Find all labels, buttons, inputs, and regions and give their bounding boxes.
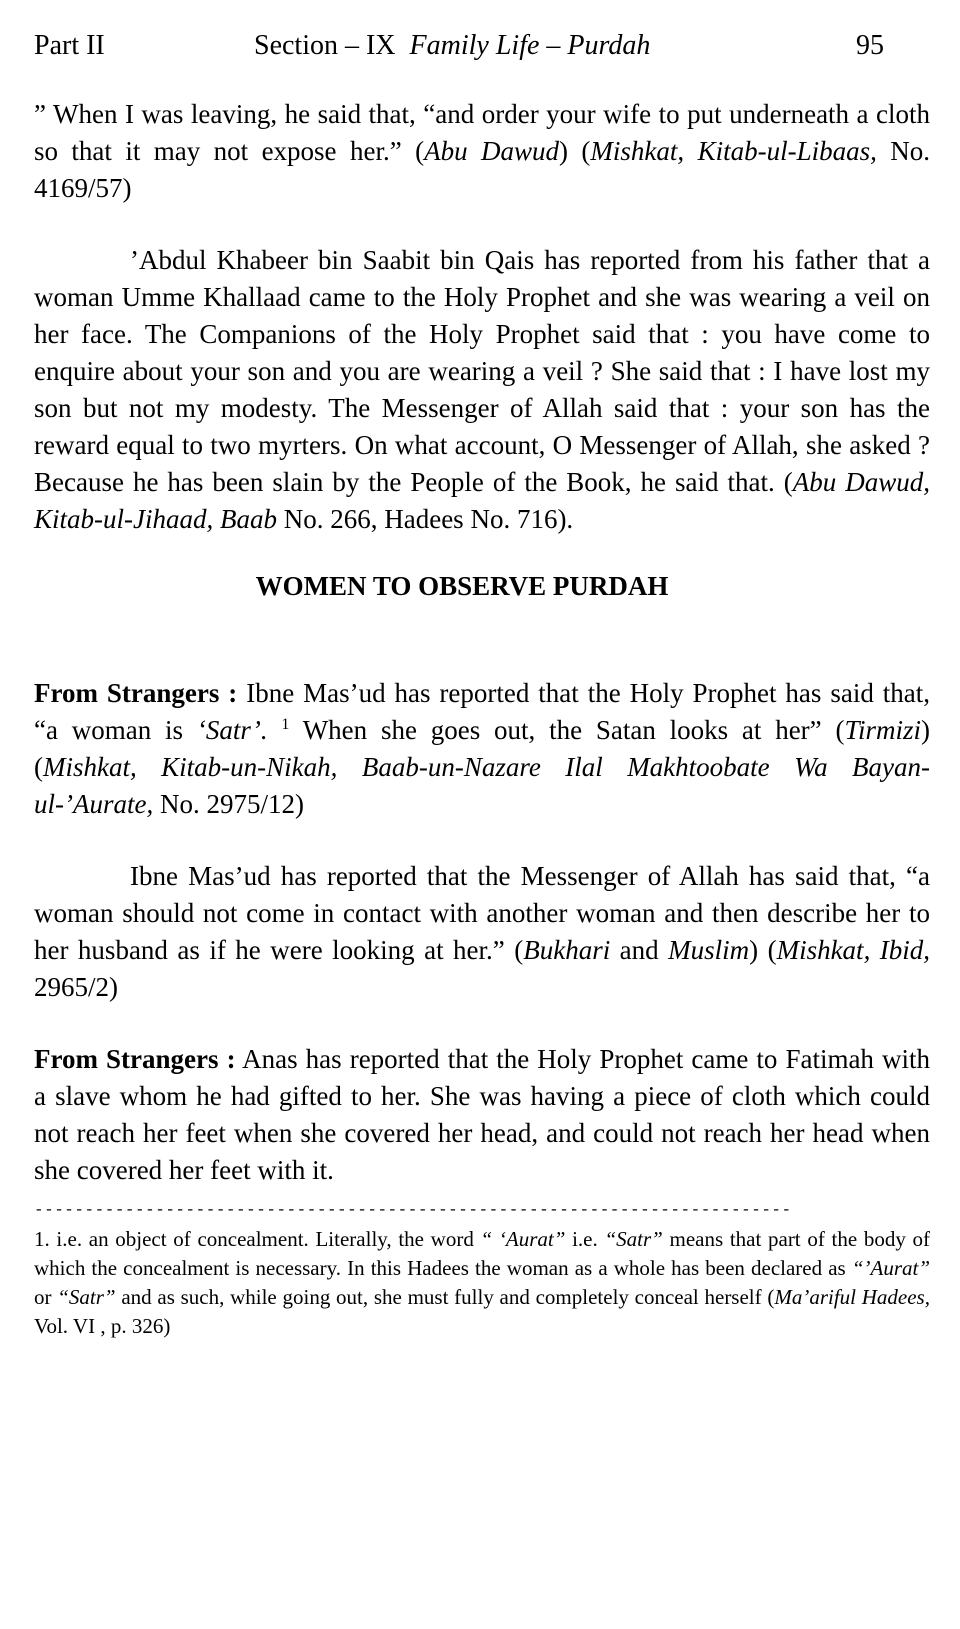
text: 1. i.e. an object of concealment. Literally, the word xyxy=(34,1227,481,1251)
text: No. 2975/12) xyxy=(153,789,304,819)
text: and xyxy=(610,935,669,965)
text: i.e. xyxy=(565,1227,605,1251)
page-body xyxy=(34,96,930,1341)
text: ) ( xyxy=(749,935,777,965)
page-header xyxy=(34,26,904,66)
text: Ibne Mas’ud has reported that the Messenger of Allah has said that, “a woman should not come in contact with another woman and then describe her to her husband as if he were looking at her.” ( xyxy=(34,861,930,965)
citation: Mishkat, Ibid, xyxy=(776,935,931,965)
header-section xyxy=(254,26,650,66)
term: ‘Satr’. xyxy=(196,715,268,745)
text: and as such, while going out, she must fully and completely conceal herself ( xyxy=(115,1285,775,1309)
term: “Satr” xyxy=(604,1227,663,1251)
paragraph-ibne-masud xyxy=(34,858,930,1006)
citation: Muslim xyxy=(668,935,750,965)
text: ) ( xyxy=(559,136,591,166)
footnote-divider: --------------------------------------------------------------------------- xyxy=(34,1201,792,1219)
text: 2965/2) xyxy=(34,972,118,1002)
text: or xyxy=(34,1285,58,1309)
citation: Bukhari xyxy=(523,935,611,965)
paragraph-from-strangers-1 xyxy=(34,675,930,823)
run-in-heading: From Strangers : xyxy=(34,678,238,708)
footnote xyxy=(34,1225,930,1341)
paragraph-continuation xyxy=(34,96,930,207)
page-number: 95 xyxy=(856,30,884,61)
text: ’Abdul Khabeer bin Saabit bin Qais has reported from his father that a woman Umme Khallaad came to the Holy Prophet and she was wearing a veil on her face. The Companions of the Holy Prophet said that : you have come to enquire about your son and you are wearing a veil ? She said that : I have lost my son but not my modesty. The Messenger of Allah said that : your son has the reward equal to two myrters. On what account, O Messenger of Allah, she asked ? Because he has been slain by the People of the Book, he said that. ( xyxy=(34,245,930,497)
text: No. 266, Hadees No. 716). xyxy=(276,504,574,534)
citation: Abu Dawud, Kitab-ul-Jihaad, Baab xyxy=(34,467,930,534)
header-section-prefix: Section – IX xyxy=(254,30,396,61)
paragraph-from-strangers-2 xyxy=(34,1041,930,1189)
header-section-title: Family Life – Purdah xyxy=(409,30,651,61)
citation: Mishkat, Kitab-ul-Libaas, xyxy=(590,136,877,166)
footnote-marker: 1 xyxy=(281,716,290,733)
term: “Satr” xyxy=(57,1285,116,1309)
term: “ ‘Aurat” xyxy=(480,1227,566,1251)
text: Anas has reported that the Holy Prophet came to Fatimah with a slave whom he had gifted to her. She was having a piece of cloth which could not reach her feet when she covered her head, and could not reach her head when she covered her feet with it. xyxy=(34,1044,930,1185)
text: ) ( xyxy=(34,715,930,782)
run-in-heading: From Strangers : xyxy=(34,1044,236,1074)
text: No. 4169/57) xyxy=(34,136,931,203)
section-heading: WOMEN TO OBSERVE PURDAH xyxy=(255,571,669,601)
text: Ibne Mas’ud has reported that the Holy Prophet has said that, “a woman is xyxy=(34,678,930,745)
paragraph-umme-khallaad xyxy=(34,242,930,538)
citation: Mishkat, Kitab-un-Nikah, Baab-un-Nazare Ilal Makhtoobate Wa Bayan-ul-’Aurate, xyxy=(34,752,930,819)
citation: Abu Dawud xyxy=(424,136,560,166)
text: means that part of the body of which the concealment is necessary. In this Hadees the woman as a whole has been declared as xyxy=(34,1227,931,1280)
text: ” When I was leaving, he said that, “and order your wife to put underneath a cloth so that it may not expose her.” ( xyxy=(34,99,930,166)
header-part: Part II xyxy=(34,30,105,61)
text: When she goes out, the Satan looks at her” ( xyxy=(289,715,845,745)
citation: Tirmizi xyxy=(844,715,921,745)
citation: Ma’ariful Hadees, xyxy=(774,1285,930,1309)
text: Vol. VI , p. 326) xyxy=(34,1314,171,1338)
term: “’Aurat” xyxy=(851,1256,930,1280)
